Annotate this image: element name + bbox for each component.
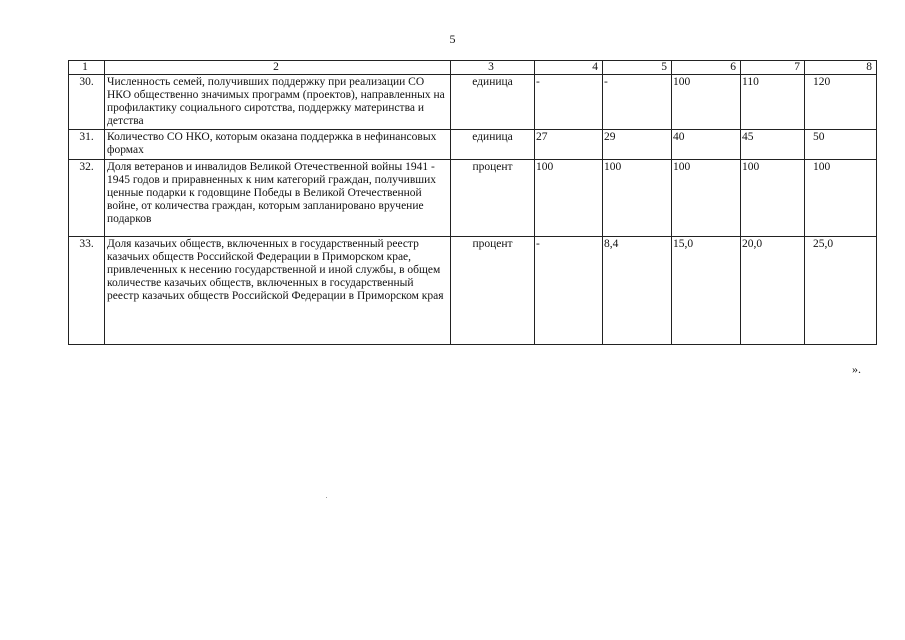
row-value-col4: 27 bbox=[535, 130, 603, 160]
row-indicator: Численность семей, получивших поддержку при реализации СО НКО общественно значимых программ (проектов), направленных на профилактику социального сиротства, поддержку материнства и детства bbox=[105, 75, 451, 130]
row-indicator: Доля казачьих обществ, включенных в государственный реестр казачьих обществ Российской Федерации в Приморском крае, привлеченных к несению государственной и иной службы, в общем количестве казачьих обществ, включенных в государственный реестр казачьих обществ Российской Федерации в Приморском края bbox=[105, 237, 451, 345]
row-unit: процент bbox=[451, 160, 535, 237]
row-value-col4: - bbox=[535, 237, 603, 345]
indicators-table bbox=[68, 60, 877, 345]
table-row bbox=[69, 75, 877, 130]
row-value-col6: 40 bbox=[672, 130, 741, 160]
header-cell-col8: 8 bbox=[805, 61, 877, 75]
header-cell-col2: 2 bbox=[105, 61, 451, 75]
table-row bbox=[69, 160, 877, 237]
header-cell-col4: 4 bbox=[535, 61, 603, 75]
row-value-col8: 100 bbox=[805, 160, 877, 237]
row-value-col6: 100 bbox=[672, 75, 741, 130]
row-value-col7: 100 bbox=[741, 160, 805, 237]
header-cell-col7: 7 bbox=[741, 61, 805, 75]
row-value-col7: 110 bbox=[741, 75, 805, 130]
row-value-col5: - bbox=[603, 75, 672, 130]
row-number: 32. bbox=[69, 160, 105, 237]
row-value-col8: 50 bbox=[805, 130, 877, 160]
row-value-col7: 45 bbox=[741, 130, 805, 160]
row-value-col7: 20,0 bbox=[741, 237, 805, 345]
table-row bbox=[69, 237, 877, 345]
row-value-col8: 120 bbox=[805, 75, 877, 130]
row-unit: единица bbox=[451, 130, 535, 160]
table-header-row bbox=[69, 61, 877, 75]
header-cell-col5: 5 bbox=[603, 61, 672, 75]
row-number: 33. bbox=[69, 237, 105, 345]
row-value-col4: 100 bbox=[535, 160, 603, 237]
row-unit: процент bbox=[451, 237, 535, 345]
row-value-col6: 100 bbox=[672, 160, 741, 237]
header-cell-col3: 3 bbox=[451, 61, 535, 75]
row-indicator: Доля ветеранов и инвалидов Великой Отечественной войны 1941 - 1945 годов и приравненных к ним категорий граждан, получивших ценные подарки к годовщине Победы в Великой Отечественной войне, от количества граждан, которым запланировано вручение подарков bbox=[105, 160, 451, 237]
header-cell-col6: 6 bbox=[672, 61, 741, 75]
closing-quote-mark: ». bbox=[852, 362, 861, 376]
row-unit: единица bbox=[451, 75, 535, 130]
row-number: 31. bbox=[69, 130, 105, 160]
row-value-col8: 25,0 bbox=[805, 237, 877, 345]
row-value-col5: 29 bbox=[603, 130, 672, 160]
row-value-col6: 15,0 bbox=[672, 237, 741, 345]
row-value-col4: - bbox=[535, 75, 603, 130]
table-row bbox=[69, 130, 877, 160]
row-indicator: Количество СО НКО, которым оказана поддержка в нефинансовых формах bbox=[105, 130, 451, 160]
page-number: 5 bbox=[449, 32, 456, 46]
row-value-col5: 8,4 bbox=[603, 237, 672, 345]
row-value-col5: 100 bbox=[603, 160, 672, 237]
scan-artifact-dot bbox=[326, 497, 327, 498]
header-cell-col1: 1 bbox=[69, 61, 105, 75]
row-number: 30. bbox=[69, 75, 105, 130]
